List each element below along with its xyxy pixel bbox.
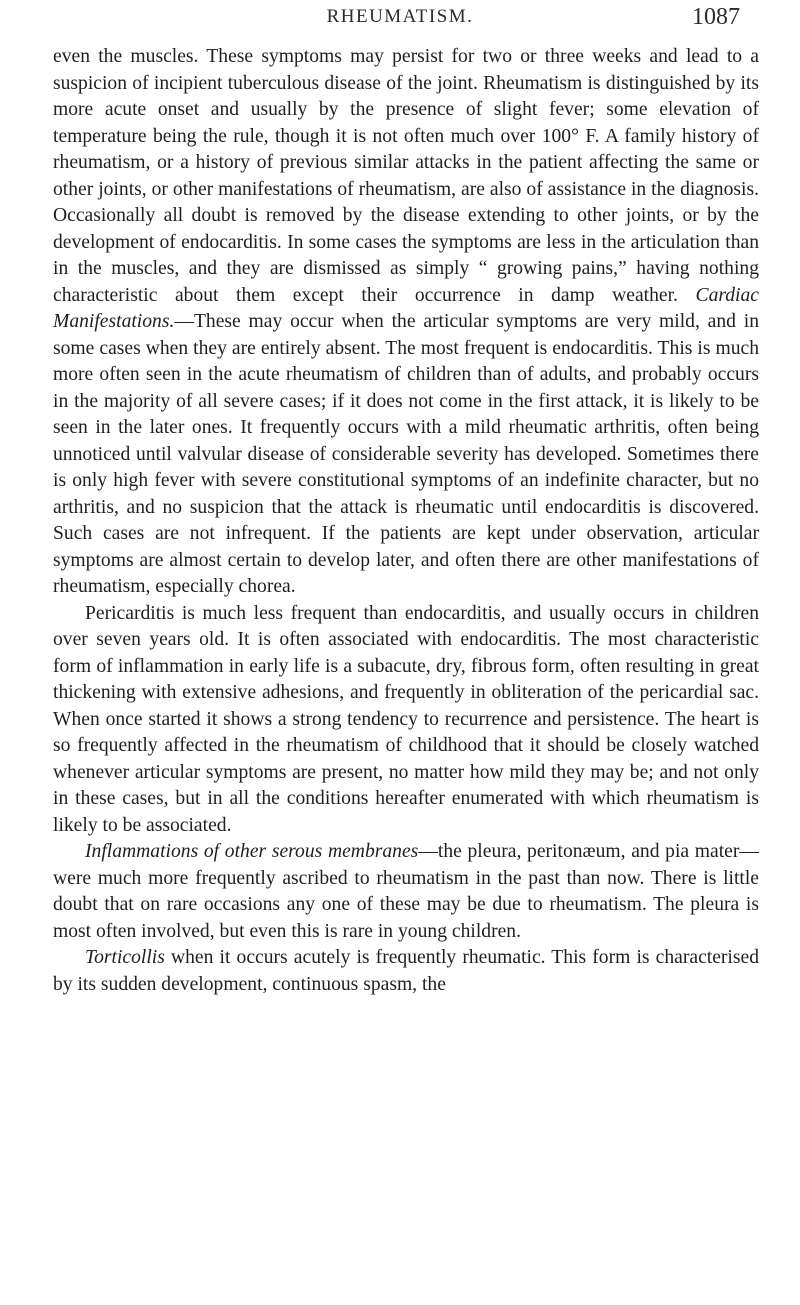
- heading-cardiac-manifestations: Cardiac Manifestations.: [53, 284, 759, 332]
- paragraph-pericarditis-text: Pericarditis is much less frequent than endocarditis, and usually occurs in children over seven years old. It is often associated with endocarditis. The most characteristic form of inflammation in early life is a subacute, dry, fibrous form, often resulting in great thickening with extensive adhesions, and frequently in obliteration of the pericardial sac. When once started it shows a strong tendency to recurrence and persistence. The heart is so frequently affected in the rheumatism of childhood that it should be closely watched whenever articular symptoms are present, no matter how mild they may be; and not only in these cases, but in all the conditions hereafter enumerated with which rheumatism is likely to be associated.: [53, 602, 759, 836]
- body-text: [53, 44, 759, 998]
- paragraph-serous-membranes-text: —the pleura, peritonæum, and pia mater—were much more frequently ascribed to rheumatism in the past than now. There is little doubt that on rare occasions any one of these may be due to rheumatism. The pleura is most often involved, but even this is rare in young children.: [53, 841, 759, 942]
- paragraph-1-text: even the muscles. These symptoms may persist for two or three weeks and lead to a suspicion of incipient tuberculous disease of the joint. Rheumatism is distinguished by its more acute onset and usually by the presence of slight fever; some elevation of temperature being the rule, though it is not often much over 100° F. A family history of rheumatism, or a history of previous similar attacks in the patient affecting the same or other joints, or other manifestations of rheumatism, are also of assistance in the diagnosis. Occasionally all doubt is removed by the disease extending to other joints, or by the development of endocarditis. In some cases the symptoms are less in the articulation than in the muscles, and they are dismissed as simply “ growing pains,” having nothing characteristic about them except their occurrence in damp weather.: [53, 46, 759, 306]
- paragraph-torticollis: [53, 945, 759, 998]
- page-number: 1087: [692, 4, 740, 30]
- running-head: [0, 4, 800, 34]
- paragraph-1: [53, 44, 759, 601]
- heading-torticollis: Torticollis: [85, 947, 165, 968]
- running-title: RHEUMATISM.: [326, 6, 474, 27]
- paragraph-1-text-cont: —These may occur when the articular symptoms are very mild, and in some cases when they are entirely absent. The most frequent is endocarditis. This is much more often seen in the acute rheumatism of children than of adults, and probably occurs in the majority of all severe cases; if it does not come in the first attack, it is likely to be seen in the later ones. It frequently occurs with a mild rheumatic arthritis, often being unnoticed until valvular disease of considerable severity has developed. Sometimes there is only high fever with severe constitutional symptoms of an indefinite character, but no arthritis, and no suspicion that the attack is rheumatic until endocarditis is discovered. Such cases are not infrequent. If the patients are kept under observation, articular symptoms are almost certain to develop later, and often there are other manifestations of rheumatism, especially chorea.: [53, 311, 759, 597]
- heading-serous-membranes: Inflammations of other serous membranes: [85, 841, 419, 862]
- paragraph-pericarditis: [53, 601, 759, 840]
- paragraph-torticollis-text: when it occurs acutely is frequently rheumatic. This form is characterised by its sudden development, continuous spasm, the: [53, 947, 759, 995]
- paragraph-serous-membranes: [53, 839, 759, 945]
